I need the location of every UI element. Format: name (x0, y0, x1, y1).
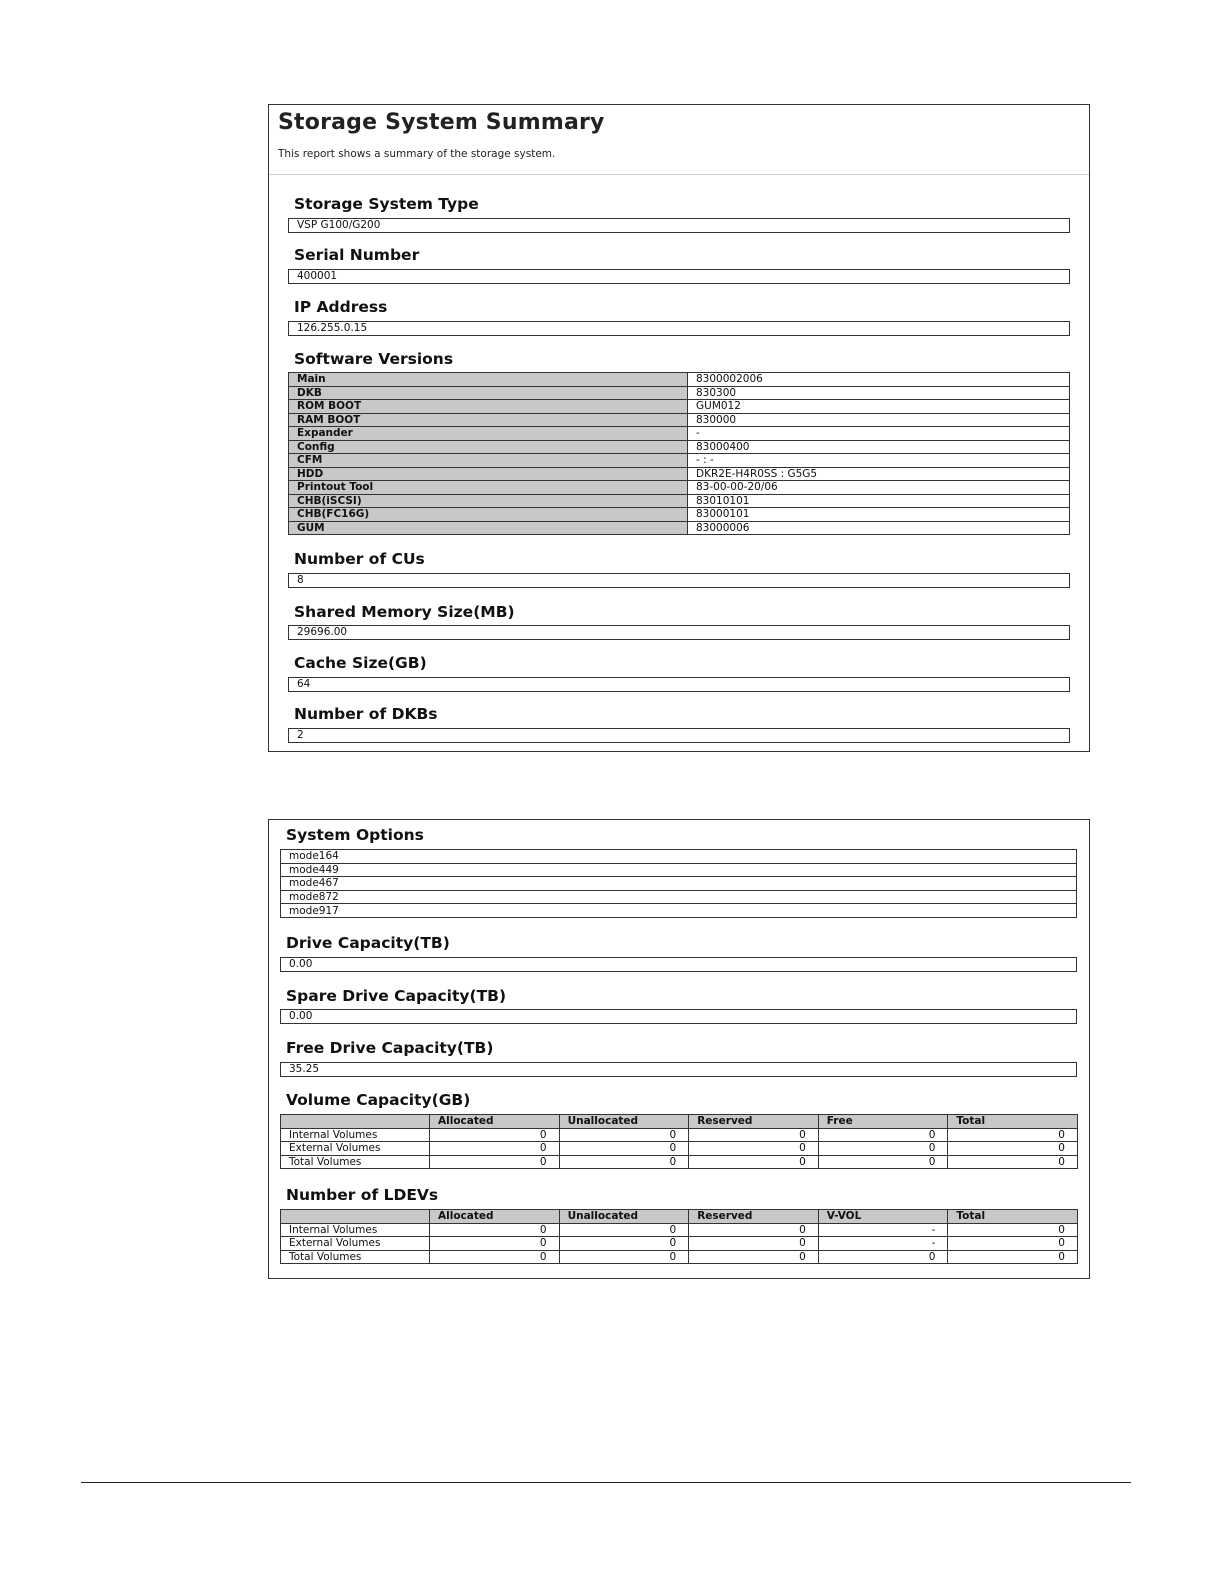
ldevs-row-label: External Volumes (281, 1237, 430, 1251)
volume-capacity-heading: Volume Capacity(GB) (286, 1091, 471, 1109)
software-version-row (289, 494, 1070, 508)
free-drive-capacity-value: 35.25 (280, 1062, 1077, 1077)
software-component-version: - : - (688, 454, 1070, 468)
ldevs-column-header: Allocated (430, 1210, 560, 1224)
ldevs-cell: 0 (559, 1237, 689, 1251)
number-of-cus-heading: Number of CUs (294, 550, 425, 568)
volume-capacity-cell: 0 (948, 1128, 1078, 1142)
footer-divider (81, 1482, 1131, 1483)
ldevs-cell: - (818, 1223, 948, 1237)
system-option-row (281, 890, 1077, 904)
software-version-row (289, 386, 1070, 400)
software-component-name: CHB(iSCSI) (289, 494, 688, 508)
system-option-row (281, 850, 1077, 864)
system-option-mode: mode872 (281, 890, 1077, 904)
drive-capacity-value: 0.00 (280, 957, 1077, 972)
ldevs-cell: 0 (818, 1250, 948, 1264)
storage-system-type-heading: Storage System Type (294, 195, 479, 213)
software-component-version: - (688, 427, 1070, 441)
system-options-heading: System Options (286, 826, 424, 844)
title-divider (269, 174, 1089, 175)
shared-memory-value: 29696.00 (288, 625, 1070, 640)
system-option-mode: mode467 (281, 877, 1077, 891)
system-option-row (281, 863, 1077, 877)
ldevs-cell: 0 (689, 1250, 819, 1264)
ldevs-cell: 0 (689, 1223, 819, 1237)
software-version-row (289, 400, 1070, 414)
software-component-name: DKB (289, 386, 688, 400)
volume-capacity-column-header: Unallocated (559, 1115, 689, 1129)
serial-number-heading: Serial Number (294, 246, 420, 264)
software-version-row (289, 467, 1070, 481)
software-component-name: CHB(FC16G) (289, 508, 688, 522)
number-of-dkbs-heading: Number of DKBs (294, 705, 438, 723)
software-component-name: Printout Tool (289, 481, 688, 495)
ip-address-heading: IP Address (294, 298, 388, 316)
report-description: This report shows a summary of the storage system. (278, 148, 556, 160)
serial-number-value: 400001 (288, 269, 1070, 284)
ldevs-row (281, 1250, 1078, 1264)
volume-capacity-cell: 0 (689, 1142, 819, 1156)
software-version-row (289, 508, 1070, 522)
details-panel (268, 819, 1090, 1279)
ldevs-cell: 0 (948, 1250, 1078, 1264)
software-component-version: 83000101 (688, 508, 1070, 522)
number-of-cus-value: 8 (288, 573, 1070, 588)
software-component-version: GUM012 (688, 400, 1070, 414)
ldevs-cell: 0 (559, 1223, 689, 1237)
ldevs-cell: 0 (430, 1250, 560, 1264)
volume-capacity-column-header: Free (818, 1115, 948, 1129)
volume-capacity-cell: 0 (430, 1128, 560, 1142)
system-option-mode: mode164 (281, 850, 1077, 864)
number-of-ldevs-table (280, 1209, 1078, 1264)
report-title: Storage System Summary (278, 110, 605, 135)
volume-capacity-row (281, 1155, 1078, 1169)
ldevs-cell: 0 (689, 1237, 819, 1251)
volume-capacity-header-row (281, 1115, 1078, 1129)
software-versions-table (288, 372, 1070, 535)
ldevs-cell: 0 (948, 1237, 1078, 1251)
ldevs-row (281, 1237, 1078, 1251)
volume-capacity-cell: 0 (559, 1142, 689, 1156)
software-component-name: Expander (289, 427, 688, 441)
system-options-table (280, 849, 1077, 918)
software-component-version: 830300 (688, 386, 1070, 400)
ldevs-cell: 0 (559, 1250, 689, 1264)
number-of-ldevs-heading: Number of LDEVs (286, 1186, 439, 1204)
software-component-version: 8300002006 (688, 373, 1070, 387)
software-version-row (289, 413, 1070, 427)
free-drive-capacity-heading: Free Drive Capacity(TB) (286, 1039, 494, 1057)
software-version-row (289, 454, 1070, 468)
volume-capacity-column-header: Allocated (430, 1115, 560, 1129)
volume-capacity-cell: 0 (818, 1128, 948, 1142)
volume-capacity-cell: 0 (430, 1142, 560, 1156)
ldevs-row (281, 1223, 1078, 1237)
volume-capacity-table (280, 1114, 1078, 1169)
volume-capacity-cell: 0 (559, 1128, 689, 1142)
ldevs-column-header (281, 1210, 430, 1224)
software-version-row (289, 427, 1070, 441)
volume-capacity-cell: 0 (818, 1155, 948, 1169)
volume-capacity-row (281, 1128, 1078, 1142)
volume-capacity-column-header: Total (948, 1115, 1078, 1129)
software-component-name: Config (289, 440, 688, 454)
software-version-row (289, 440, 1070, 454)
software-component-name: Main (289, 373, 688, 387)
ldevs-cell: 0 (948, 1223, 1078, 1237)
software-component-version: 83010101 (688, 494, 1070, 508)
volume-capacity-row-label: Internal Volumes (281, 1128, 430, 1142)
ldevs-header-row (281, 1210, 1078, 1224)
ldevs-column-header: V-VOL (818, 1210, 948, 1224)
ldevs-cell: 0 (430, 1223, 560, 1237)
software-version-row (289, 481, 1070, 495)
system-option-mode: mode917 (281, 904, 1077, 918)
shared-memory-heading: Shared Memory Size(MB) (294, 603, 515, 621)
volume-capacity-cell: 0 (948, 1155, 1078, 1169)
volume-capacity-cell: 0 (689, 1128, 819, 1142)
software-component-version: DKR2E-H4R0SS : G5G5 (688, 467, 1070, 481)
software-component-name: ROM BOOT (289, 400, 688, 414)
ldevs-row-label: Internal Volumes (281, 1223, 430, 1237)
system-option-row (281, 904, 1077, 918)
volume-capacity-cell: 0 (818, 1142, 948, 1156)
system-option-mode: mode449 (281, 863, 1077, 877)
storage-system-type-value: VSP G100/G200 (288, 218, 1070, 233)
software-component-version: 83000400 (688, 440, 1070, 454)
volume-capacity-cell: 0 (430, 1155, 560, 1169)
volume-capacity-cell: 0 (948, 1142, 1078, 1156)
volume-capacity-column-header: Reserved (689, 1115, 819, 1129)
software-component-name: GUM (289, 521, 688, 535)
number-of-dkbs-value: 2 (288, 728, 1070, 743)
software-component-name: CFM (289, 454, 688, 468)
summary-panel (268, 104, 1090, 752)
volume-capacity-row-label: External Volumes (281, 1142, 430, 1156)
software-component-version: 83000006 (688, 521, 1070, 535)
volume-capacity-row (281, 1142, 1078, 1156)
software-version-row (289, 521, 1070, 535)
volume-capacity-cell: 0 (559, 1155, 689, 1169)
spare-drive-capacity-value: 0.00 (280, 1009, 1077, 1024)
system-option-row (281, 877, 1077, 891)
volume-capacity-cell: 0 (689, 1155, 819, 1169)
software-component-name: RAM BOOT (289, 413, 688, 427)
ldevs-cell: - (818, 1237, 948, 1251)
ldevs-cell: 0 (430, 1237, 560, 1251)
ldevs-column-header: Unallocated (559, 1210, 689, 1224)
volume-capacity-row-label: Total Volumes (281, 1155, 430, 1169)
volume-capacity-column-header (281, 1115, 430, 1129)
software-versions-heading: Software Versions (294, 350, 454, 368)
cache-size-heading: Cache Size(GB) (294, 654, 427, 672)
ldevs-row-label: Total Volumes (281, 1250, 430, 1264)
spare-drive-capacity-heading: Spare Drive Capacity(TB) (286, 987, 507, 1005)
software-component-version: 830000 (688, 413, 1070, 427)
ldevs-column-header: Total (948, 1210, 1078, 1224)
software-component-version: 83-00-00-20/06 (688, 481, 1070, 495)
drive-capacity-heading: Drive Capacity(TB) (286, 934, 450, 952)
cache-size-value: 64 (288, 677, 1070, 692)
software-component-name: HDD (289, 467, 688, 481)
software-version-row (289, 373, 1070, 387)
ldevs-column-header: Reserved (689, 1210, 819, 1224)
ip-address-value: 126.255.0.15 (288, 321, 1070, 336)
